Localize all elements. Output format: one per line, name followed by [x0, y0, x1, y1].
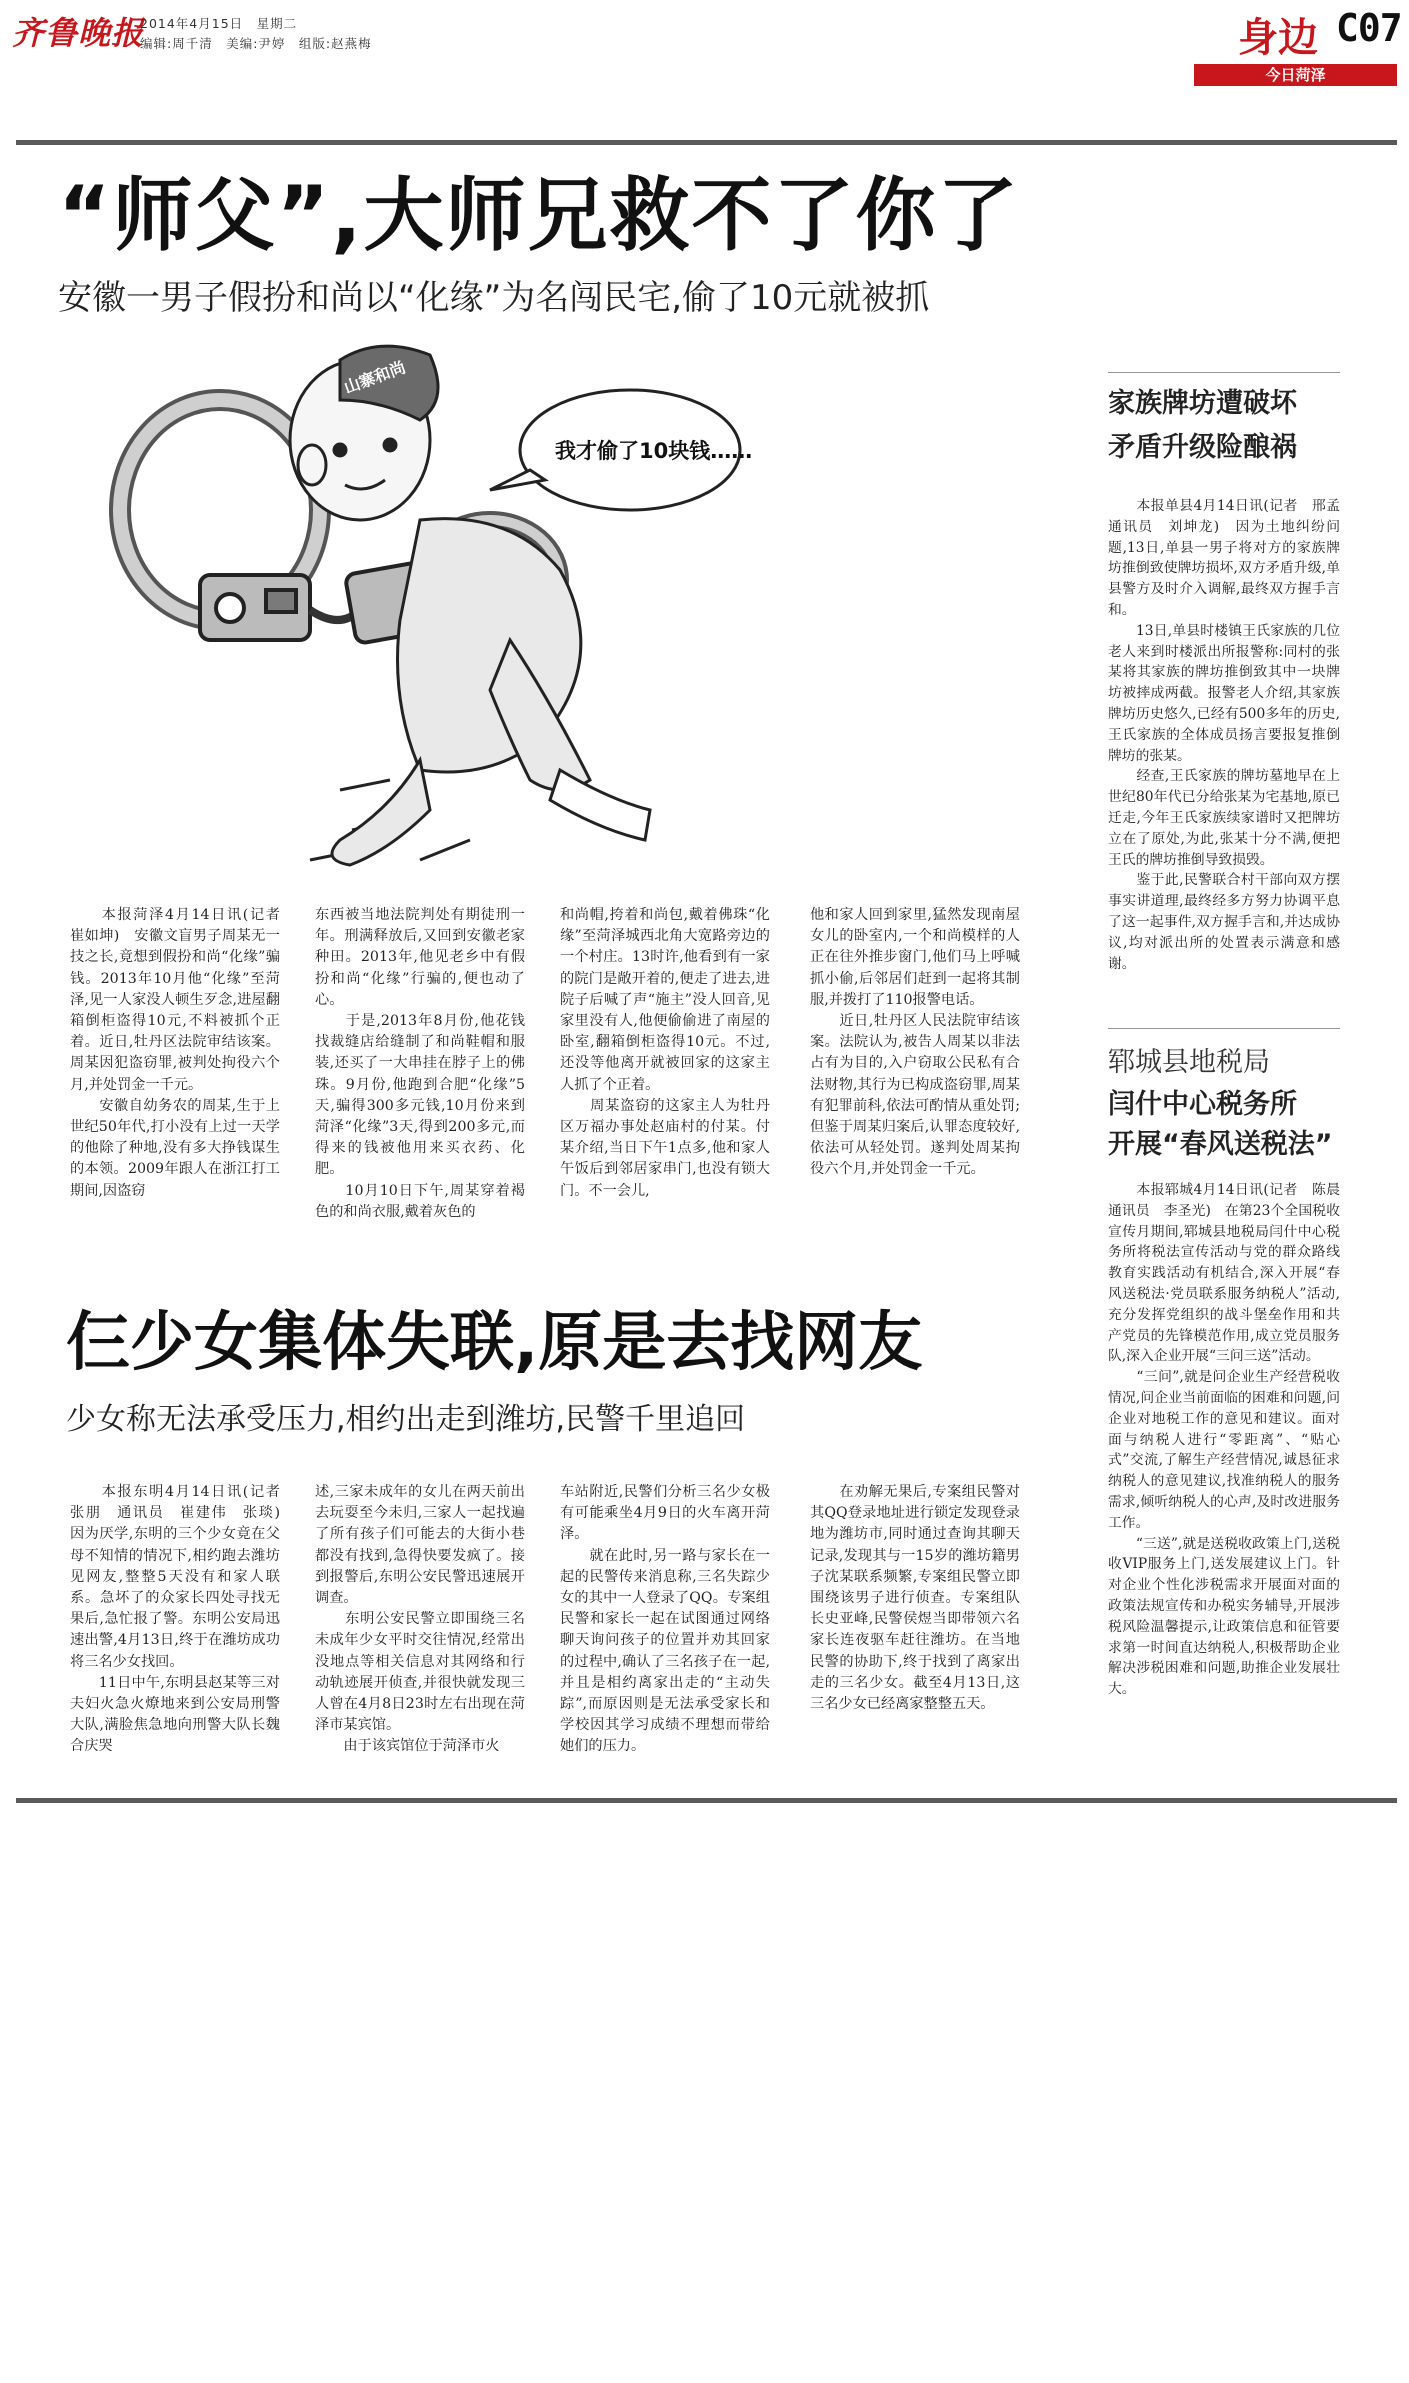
sidebar2-title-line2: 开展“春风送税法” [1108, 1129, 1333, 1160]
story1-column-2: 东西被当地法院判处有期徒刑一年。刑满释放后,又回到安徽老家种田。2013年,他见老乡中有假扮和尚“化缘”行骗的,便也动了心。 于是,2013年8月份,他花钱找裁缝店给缝制了和尚鞋帽和服装,还买了一大串挂在脖子上的佛珠。9月份,他跑到合肥“化缘”5天,骗得300多元钱,10月份来到菏泽“化缘”3天,得到200多元,而得来的钱被他用来买衣药、化肥。 10月10日下午,周某穿着褐色的和尚衣服,戴着灰色的 [315, 907, 525, 1220]
top-rule [16, 140, 1397, 145]
sidebar1-body: 本报单县4月14日讯(记者 邢孟 通讯员 刘坤龙) 因为土地纠纷问题,13日,单县一男子将对方的家族牌坊推倒致使牌坊损坏,双方矛盾升级,单县警方及时介入调解,最终双方握手言和。 13日,单县时楼镇王氏家族的几位老人来到时楼派出所报警称:同村的张某将其家族的牌坊推倒致其中一块牌坊被摔成两截。报警老人介绍,其家族牌坊历史悠久,已经有500多年的历史,王氏家族的全体成员扬言要报复推倒牌坊的张某。 经查,王氏家族的牌坊墓地早在上世纪80年代已分给张某为宅基地,原已迁走,今年王氏家族续家谱时又把牌坊立在了原处,为此,张某十分不满,便把王氏的牌坊推倒导致损毁。 鉴于此,民警联合村干部向双方摆事实讲道理,最终经多方努力协调平息了这一起事件,双方握手言和,并达成协议,均对派出所的处置表示满意和感谢。 [1108, 498, 1340, 972]
story2-subhead: 少女称无法承受压力,相约出走到潍坊,民警千里追回 [66, 1402, 746, 1437]
masthead-logo: 齐鲁晚报 [12, 14, 145, 52]
story2-column-2: 述,三家未成年的女儿在两天前出去玩耍至今未归,三家人一起找遍了所有孩子们可能去的大街小巷都没有找到,急得快要发疯了。接到报警后,东明公安民警迅速展开调查。 东明公安民警立即围绕三名未成年少女平时交往情况,经常出没地点等相关信息对其网络和行动轨迹展开侦查,并很快就发现三人曾在4月8日23时左右出现在菏泽市某宾馆。 由于该宾馆位于菏泽市火 [315, 1484, 525, 1755]
editors-line: 编辑:周千清 美编:尹婷 组版:赵燕梅 [140, 36, 372, 51]
story2-column-3: 车站附近,民警们分析三名少女极有可能乘坐4月9日的火车离开菏泽。 就在此时,另一路与家长在一起的民警传来消息称,三名失踪少女的其中一人登录了QQ。专案组民警和家长一起在试图通过网络聊天询问孩子的位置并劝其回家的过程中,确认了三名孩子在一起,并且是相约离家出走的“主动失踪”,而原因则是无法承受家长和学校因其学习成绩不理想而带给她们的压力。 [560, 1484, 770, 1755]
subsection-banner: 今日菏泽 [1194, 64, 1397, 86]
bottom-rule [16, 1798, 1397, 1803]
sidebar2-title-line1: 闫什中心税务所 [1108, 1089, 1297, 1120]
story2-headline: 仨少女集体失联,原是去找网友 [66, 1306, 923, 1380]
story2-column-1: 本报东明4月14日讯(记者 张朋 通讯员 崔建伟 张琰) 因为厌学,东明的三个少女竟在父母不知情的情况下,相约跑去潍坊见网友,整整5天没有和家人联系。急坏了的众家长四处寻找无果后,急忙报了警。东明公安局迅速出警,4月13日,终于在潍坊成功将三名少女找回。 11日中午,东明县赵某等三对夫妇火急火燎地来到公安局刑警大队,满脸焦急地向刑警大队长魏合庆哭 [70, 1484, 280, 1755]
date-line: 2014年4月15日 星期二 [140, 16, 298, 31]
page-number: C07 [1336, 6, 1402, 50]
section-label: 身边 [1238, 15, 1318, 61]
speech-text: 我才偷了10块钱…… [555, 439, 753, 463]
story2-column-4: 在劝解无果后,专案组民警对其QQ登录地址进行锁定发现登录地为潍坊市,同时通过查询其聊天记录,发现其与一15岁的潍坊籍男子沈某联系频繁,专案组民警立即围绕该男子进行侦查。专案组队长史亚峰,民警侯煜当即带领六名家长连夜驱车赶往潍坊。在当地民警的协助下,终于找到了离家出走的三名少女。截至4月13日,这三名少女已经离家整整五天。 [810, 1484, 1020, 1713]
hat-text: 山寨和尚 [341, 357, 409, 398]
sidebar2-kicker: 郓城县地税局 [1108, 1047, 1270, 1078]
cartoon-thief-monk [90, 340, 950, 880]
story1-column-3: 和尚帽,挎着和尚包,戴着佛珠“化缘”至菏泽城西北角大宽路旁边的一个村庄。13时许,他看到有一家的院门是敞开着的,便走了进去,进院子后喊了声“施主”没人回音,见家里没有人,他便偷偷进了南屋的卧室,翻箱倒柜盗得10元。不过,还没等他离开就被回家的这家主人抓了个正着。 周某盗窃的这家主人为牡丹区万福办事处赵庙村的付某。付某介绍,当日下午1点多,他和家人午饭后到邻居家串门,也没有锁大门。不一会儿, [560, 907, 770, 1199]
sidebar1-title-line1: 家族牌坊遭破坏 [1108, 388, 1297, 419]
story1-column-4: 他和家人回到家里,猛然发现南屋女儿的卧室内,一个和尚模样的人正在往外推步窗门,他们马上呼喊抓小偷,后邻居们赶到一起将其制服,并拨打了110报警电话。 近日,牡丹区人民法院审结该案。法院认为,被告人周某以非法占有为目的,入户窃取公民私有合法财物,其行为已构成盗窃罪,周某有犯罪前科,依法可酌情从重处罚;但鉴于周某归案后,认罪态度较好,依法可从轻处罚。遂判处周某拘役六个月,并处罚金一千元。 [810, 907, 1020, 1178]
sidebar-top-divider [1108, 372, 1340, 373]
story1-illustration [90, 340, 950, 880]
story1-column-1: 本报菏泽4月14日讯(记者 崔如坤) 安徽文盲男子周某无一技之长,竟想到假扮和尚“化缘”骗钱。2013年10月他“化缘”至菏泽,见一人家没人顿生歹念,进屋翻箱倒柜盗得10元,不料被抓个正着。近日,牡丹区法院审结该案。周某因犯盗窃罪,被判处拘役六个月,并处罚金一千元。 安徽自幼务农的周某,生于上世纪50年代,打小没有上过一天学的他除了种地,没有多大挣钱谋生的本领。2009年跟人在浙江打工期间,因盗窃 [70, 907, 280, 1199]
sidebar-mid-divider [1108, 1028, 1340, 1029]
story1-subhead: 安徽一男子假扮和尚以“化缘”为名闯民宅,偷了10元就被抓 [58, 278, 930, 318]
speech-bubble [490, 390, 752, 510]
story1-headline: “师父”,大师兄救不了你了 [58, 169, 1020, 262]
sidebar2-body: 本报郓城4月14日讯(记者 陈晨 通讯员 李圣光) 在第23个全国税收宣传月期间,郓城县地税局闫什中心税务所将税法宣传活动与党的群众路线教育实践活动有机结合,深入开展“春风送税法·党员联系服务纳税人”活动,充分发挥党组织的战斗堡垒作用和共产党员的先锋模范作用,成立党员服务队,深入企业开展“三问三送”活动。 “三问”,就是问企业生产经营税收情况,问企业当前面临的困难和问题,问企业对地税工作的意见和建议。面对面与纳税人进行“零距离”、“贴心式”交流,了解生产经营情况,诚恳征求纳税人的意见建议,找准纳税人的服务需求,倾听纳税人的心声,及时改进服务工作。 “三送”,就是送税收政策上门,送税收VIP服务上门,送发展建议上门。针对企业个性化涉税需求开展面对面的政策法规宣传和办税实务辅导,开展涉税风险温馨提示,让政策信息和征管要求第一时间直达纳税人,积极帮助企业解决涉税困难和问题,助推企业发展壮大。 [1108, 1182, 1340, 1698]
sidebar1-title-line2: 矛盾升级险酿祸 [1108, 432, 1297, 463]
